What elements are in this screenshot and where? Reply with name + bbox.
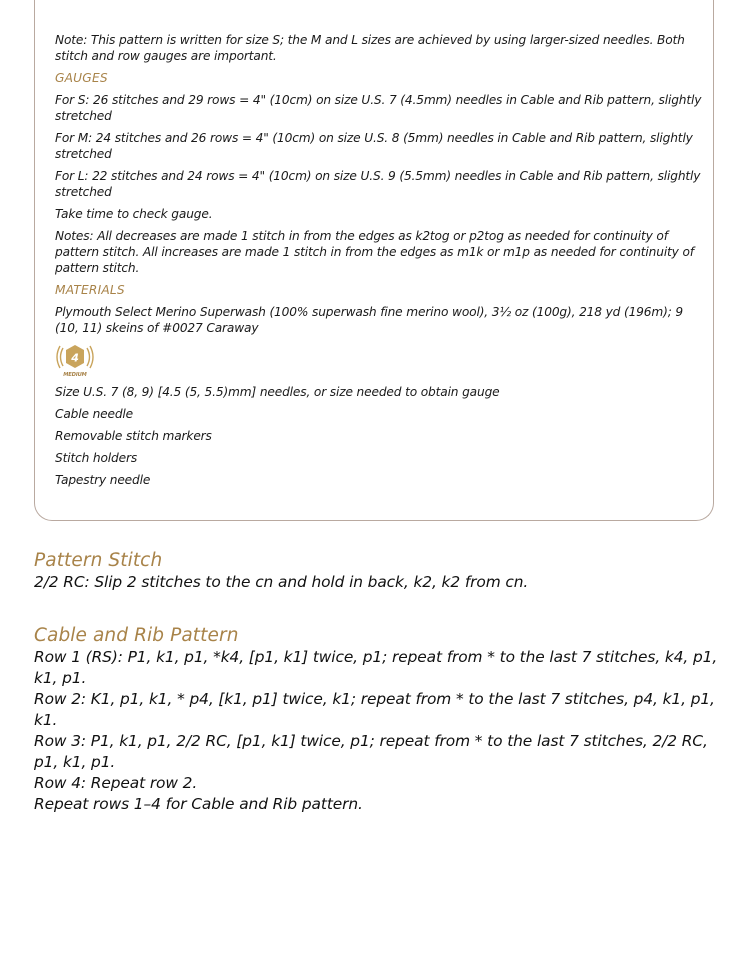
tool-stitch-holders: Stitch holders [55, 451, 138, 465]
yarn-weight-number: 4 [71, 351, 79, 365]
repeat-note: Repeat rows 1–4 for Cable and Rib pattern. [34, 795, 363, 813]
gauges-heading: GAUGES [55, 71, 108, 85]
info-box-content [55, 32, 705, 494]
cable-rib-section [34, 624, 724, 815]
gauge-m: For M: 24 stitches and 26 rows = 4" (10cm) on size U.S. 8 (5mm) needles in Cable and Rib pattern, slightly stretched [55, 131, 693, 161]
row-2: Row 2: K1, p1, k1, * p4, [k1, p1] twice, k1; repeat from * to the last 7 stitches, p4, k1, p1, k1. [34, 690, 715, 729]
tool-tapestry-needle: Tapestry needle [55, 473, 151, 487]
row-3: Row 3: P1, k1, p1, 2/2 RC, [p1, k1] twice, p1; repeat from * to the last 7 stitches, 2/2 RC, p1, k1, p1. [34, 732, 708, 771]
yarn-description: Plymouth Select Merino Superwash (100% superwash fine merino wool), 3½ oz (100g), 218 yd (196m); 9 (10, 11) skeins of #0027 Caraway [55, 305, 684, 335]
materials-heading: MATERIALS [55, 283, 125, 297]
yarn-weight-icon [55, 342, 95, 378]
pattern-stitch-line: 2/2 RC: Slip 2 stitches to the cn and hold in back, k2, k2 from cn. [34, 573, 529, 591]
tool-cable-needle: Cable needle [55, 407, 134, 421]
info-box [34, 0, 714, 521]
row-4: Row 4: Repeat row 2. [34, 774, 198, 792]
gauge-check: Take time to check gauge. [55, 207, 213, 221]
cable-rib-title: Cable and Rib Pattern [34, 625, 239, 646]
pattern-stitch-title: Pattern Stitch [34, 550, 163, 571]
yarn-weight-label: MEDIUM [63, 372, 87, 378]
tool-stitch-markers: Removable stitch markers [55, 429, 212, 443]
gauge-l: For L: 22 stitches and 24 rows = 4" (10cm) on size U.S. 9 (5.5mm) needles in Cable and Rib pattern, slightly stretched [55, 169, 701, 199]
size-note: Note: This pattern is written for size S; the M and L sizes are achieved by using larger-sized needles. Both stitch and row gauges are important. [55, 33, 685, 63]
pattern-stitch-section [34, 549, 724, 593]
row-1: Row 1 (RS): P1, k1, p1, *k4, [p1, k1] twice, p1; repeat from * to the last 7 stitches, k4, p1, k1, p1. [34, 648, 718, 687]
gauge-s: For S: 26 stitches and 29 rows = 4" (10cm) on size U.S. 7 (4.5mm) needles in Cable and Rib pattern, slightly stretched [55, 93, 702, 123]
decrease-notes: Notes: All decreases are made 1 stitch in from the edges as k2tog or p2tog as needed for continuity of pattern stitch. All increases are made 1 stitch in from the edges as m1k or m1p as needed for continuity of pattern stitch. [55, 229, 694, 275]
tool-needles: Size U.S. 7 (8, 9) [4.5 (5, 5.5)mm] needles, or size needed to obtain gauge [55, 385, 500, 399]
